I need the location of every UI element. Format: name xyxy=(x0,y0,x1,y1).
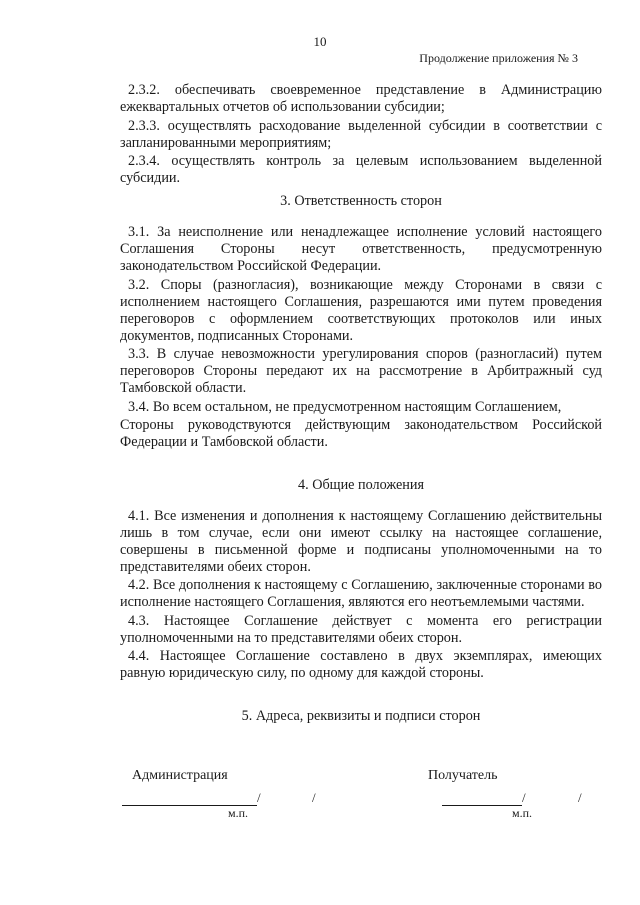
document-body xyxy=(120,82,602,739)
signatory-recipient: Получатель xyxy=(428,768,498,783)
section-3-heading: 3. Ответственность сторон xyxy=(280,193,442,209)
spacer xyxy=(120,684,602,702)
signature-slash: / xyxy=(257,790,261,805)
signatory-administration: Администрация xyxy=(132,768,228,783)
clause-3-4: 3.4. Во всем остальном, не предусмотренном настоящим Соглашением, xyxy=(128,398,562,415)
signature-underline xyxy=(122,792,257,806)
clause-4-3: 4.3. Настоящее Соглашение действует с момента его регистрации уполномоченными на то представителями обеих сторон. xyxy=(120,612,602,646)
clause-4-1: 4.1. Все изменения и дополнения к настоящему Соглашению действительны лишь в том случае, если они имеют ссылку на настоящее соглашение, совершены в письменной форме и подписаны уполномоченными на то представителями обеих сторон. xyxy=(120,507,602,575)
continuation-note: Продолжение приложения № 3 xyxy=(419,51,578,65)
clause-3-1: 3.1. За неисполнение или ненадлежащее исполнение условий настоящего Соглашения Стороны несут ответственность, предусмотренную законодательством Российской Федерации. xyxy=(120,224,602,274)
section-4-heading: 4. Общие положения xyxy=(298,476,424,493)
spacer xyxy=(120,453,602,471)
signature-slash-left-end: / xyxy=(312,790,316,805)
signature-underline xyxy=(442,792,522,806)
clause-3-3: 3.3. В случае невозможности урегулирования споров (разногласий) путем переговоров Стороны передают их на рассмотрение в Арбитражный суд Тамбовской области. xyxy=(120,346,602,396)
clause-4-4: 4.4. Настоящее Соглашение составлено в двух экземплярах, имеющих равную юридическую силу, по одному для каждой стороны. xyxy=(120,648,602,681)
stamp-left: м.п. xyxy=(228,806,249,820)
stamp-right: м.п. xyxy=(512,806,533,820)
section-5-heading: 5. Адреса, реквизиты и подписи сторон xyxy=(241,707,481,724)
signature-line-left xyxy=(122,790,261,806)
clause-3-2: 3.2. Споры (разногласия), возникающие между Сторонами в связи с исполнением настоящего Соглашения, разрешаются ими путем проведения переговоров с оформлением соответствующих протоколов или иных документов, подписанных Сторонами. xyxy=(120,276,602,344)
page-number: 10 xyxy=(313,34,327,49)
clause-2-3-4: 2.3.4. осуществлять контроль за целевым использованием выделенной субсидии. xyxy=(120,153,602,186)
signature-line-right xyxy=(442,790,526,806)
signature-slash: / xyxy=(522,790,526,805)
clause-2-3-3: 2.3.3. осуществлять расходование выделенной субсидии в соответствии с запланированными мероприятиям; xyxy=(120,117,602,151)
clause-2-3-2: 2.3.2. обеспечивать своевременное представление в Администрацию ежеквартальных отчетов об использовании субсидии; xyxy=(120,82,602,115)
clause-3-4-continued: Стороны руководствуются действующим законодательством Российской Федерации и Тамбовской области. xyxy=(120,417,602,450)
signature-slash-right-end: / xyxy=(578,790,582,805)
clause-4-2: 4.2. Все дополнения к настоящему с Соглашению, заключенные сторонами во исполнение настоящего Соглашения, являются его неотъемлемыми частями. xyxy=(120,577,602,610)
